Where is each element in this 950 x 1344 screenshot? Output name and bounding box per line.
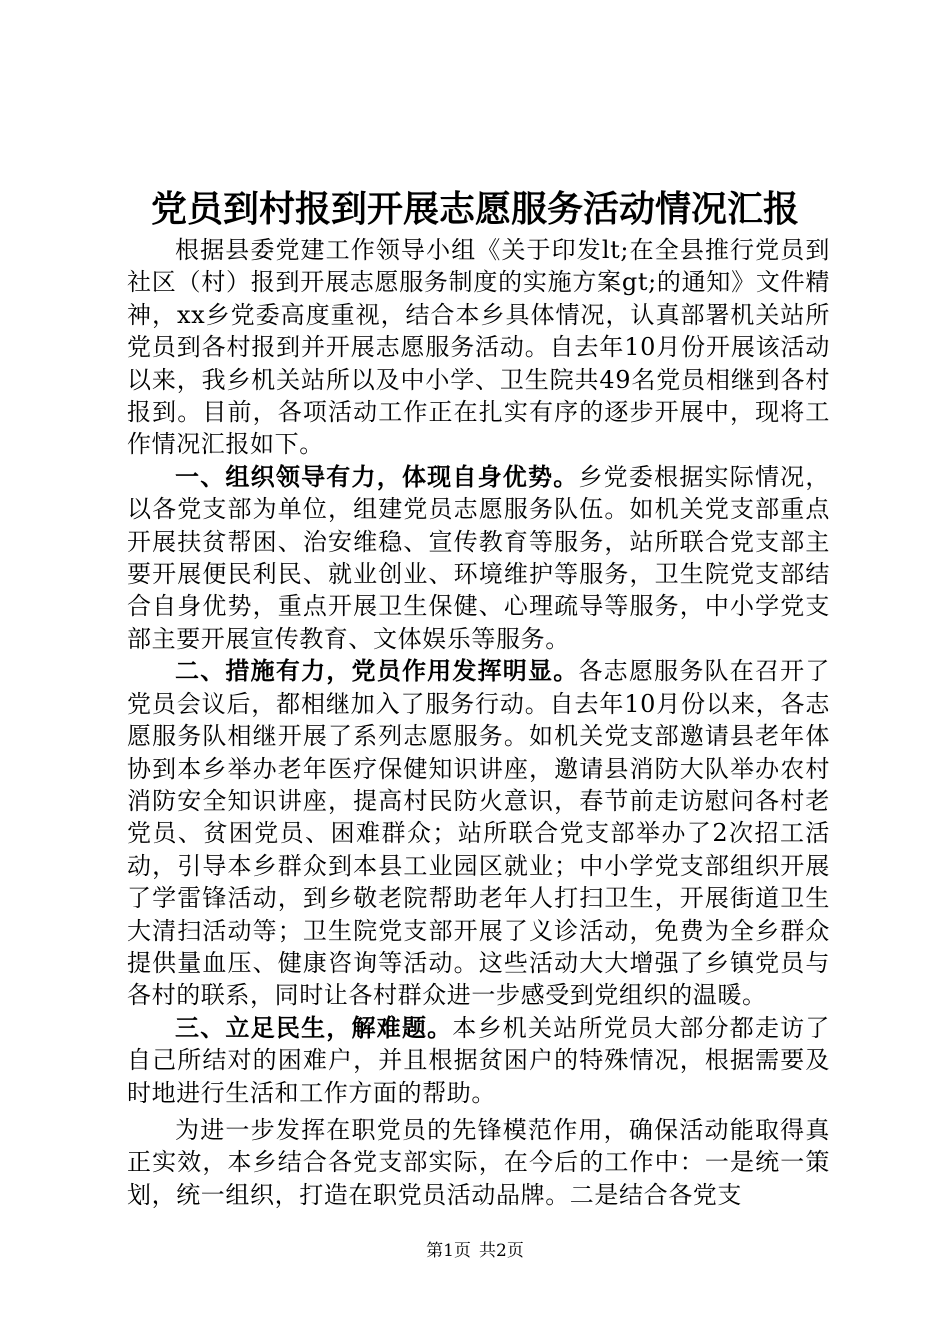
document-body: [127, 234, 830, 1211]
paragraph-section-1: [127, 461, 830, 655]
paragraph-text: 为进一步发挥在职党员的先锋模范作用，确保活动能取得真正实效，本乡结合各党支部实际，在今后的工作中：一是统一策划，统一组织，打造在职党员活动品牌。二是结合各党支: [127, 1115, 830, 1209]
paragraph-lead: 二、措施有力，党员作用发挥明显。: [175, 656, 579, 686]
page-number: 第1页: [426, 1241, 471, 1261]
paragraph-intro: [127, 234, 830, 461]
document-title: 党员到村报到开展志愿服务活动情况汇报: [150, 188, 799, 230]
paragraph-text: 各志愿服务队在召开了党员会议后，都相继加入了服务行动。自去年10月份以来，各志愿服务队相继开展了系列志愿服务。如机关党支部邀请县老年体协到本乡举办老年医疗保健知识讲座，邀请县消防大队举办农村消防安全知识讲座，提高村民防火意识，春节前走访慰问各村老党员、贫困党员、困难群众；站所联合党支部举办了2次招工活动，引导本乡群众到本县工业园区就业；中小学党支部组织开展了学雷锋活动，到乡敬老院帮助老年人打扫卫生，开展街道卫生大清扫活动等；卫生院党支部开展了义诊活动，免费为全乡群众提供量血压、健康咨询等活动。这些活动大大增强了乡镇党员与各村的联系，同时让各村群众进一步感受到党组织的温暖。: [127, 657, 830, 1010]
paragraph-section-2: [127, 655, 830, 1011]
paragraph-text: 根据县委党建工作领导小组《关于印发lt;在全县推行党员到社区（村）报到开展志愿服务制度的实施方案gt;的通知》文件精神，xx乡党委高度重视，结合本乡具体情况，认真部署机关站所党员到各村报到并开展志愿服务活动。自去年10月份开展该活动以来，我乡机关站所以及中小学、卫生院共49名党员相继到各村报到。目前，各项活动工作正在扎实有序的逐步开展中，现将工作情况汇报如下。: [127, 236, 830, 459]
paragraph-section-3: [127, 1012, 830, 1109]
paragraph-closing: [127, 1114, 830, 1211]
paragraph-lead: 三、立足民生，解难题。: [175, 1012, 453, 1042]
paragraph-text: 本乡机关站所党员大部分都走访了自己所结对的困难户，并且根据贫困户的特殊情况，根据需要及时地进行生活和工作方面的帮助。: [127, 1013, 830, 1107]
page-footer: [0, 1240, 950, 1262]
paragraph-text: 乡党委根据实际情况，以各党支部为单位，组建党员志愿服务队伍。如机关党支部重点开展扶贫帮困、治安维稳、宣传教育等服务，站所联合党支部主要开展便民利民、就业创业、环境维护等服务，卫生院党支部结合自身优势，重点开展卫生保健、心理疏导等服务，中小学党支部主要开展宣传教育、文体娱乐等服务。: [127, 462, 830, 653]
page-total: 共2页: [479, 1241, 524, 1261]
paragraph-lead: 一、组织领导有力，体现自身优势。: [175, 461, 579, 491]
